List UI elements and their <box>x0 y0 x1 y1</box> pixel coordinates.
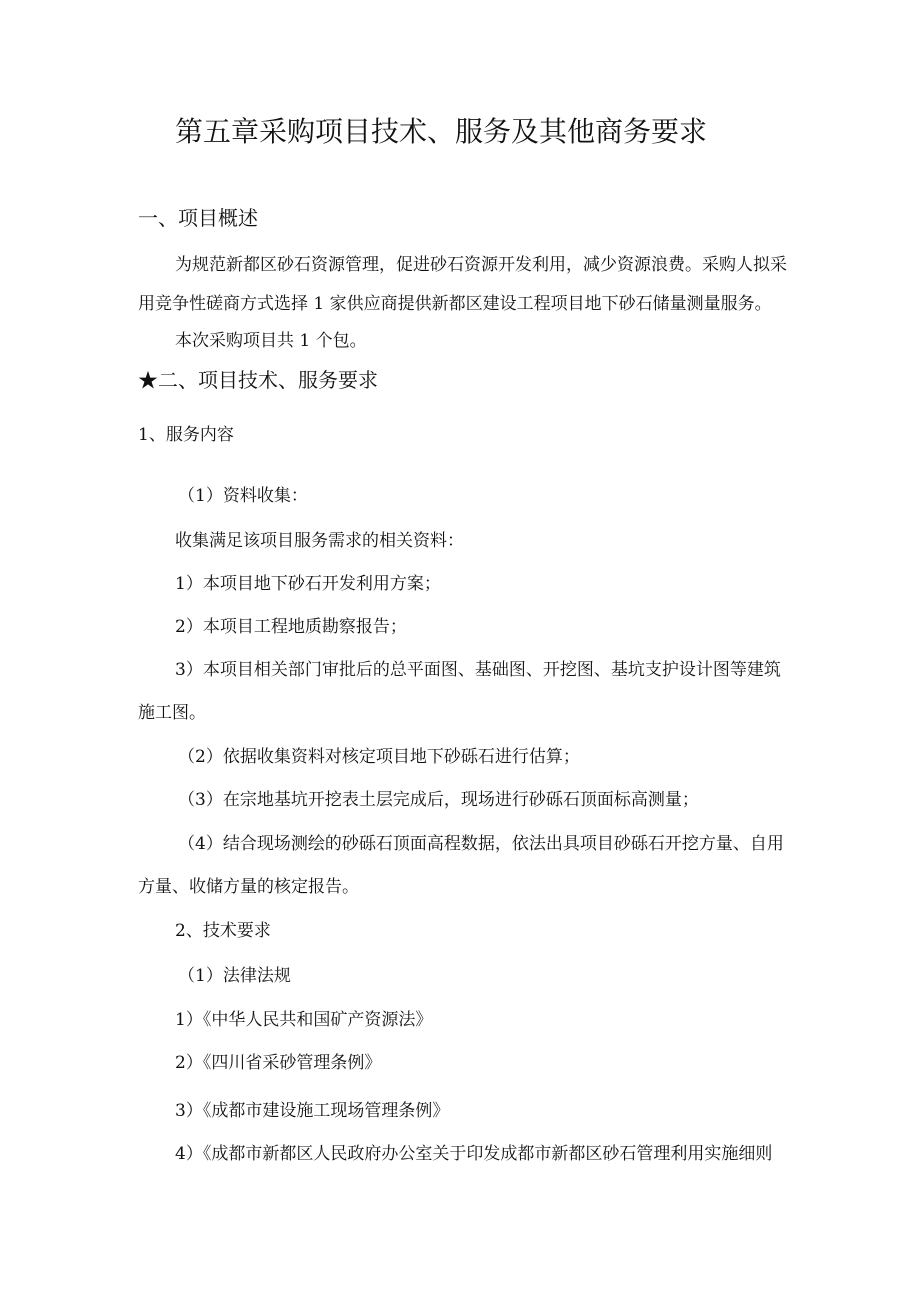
law-item-1: 1）《中华人民共和国矿产资源法》 <box>175 1010 433 1030</box>
section-heading-overview: 一、项目概述 <box>138 206 258 230</box>
law-item-2: 2）《四川省采砂管理条例》 <box>175 1053 382 1073</box>
overview-paragraph-line-1: 为规范新都区砂石资源管理，促进砂石资源开发利用，减少资源浪费。采购人拟采 <box>175 255 787 275</box>
section-heading-tech-service: ★二、项目技术、服务要求 <box>138 368 378 392</box>
overview-package-count: 本次采购项目共 1 个包。 <box>175 331 367 351</box>
law-item-3: 3）《成都市建设施工现场管理条例》 <box>175 1101 450 1121</box>
item-data-collection-a: 1）本项目地下砂石开发利用方案； <box>175 574 441 594</box>
item-report-line-2: 方量、收储方量的核定报告。 <box>138 877 359 897</box>
laws-heading: （1）法律法规 <box>178 966 291 986</box>
subheading-service-content: 1、服务内容 <box>138 425 234 445</box>
item-elevation-measurement: （3）在宗地基坑开挖表土层完成后，现场进行砂砾石顶面标高测量； <box>178 790 699 810</box>
item-data-collection-c-line-2: 施工图。 <box>138 703 206 723</box>
page-title: 第五章采购项目技术、服务及其他商务要求 <box>175 115 708 148</box>
item-data-collection-desc: 收集满足该项目服务需求的相关资料： <box>175 531 464 551</box>
subheading-tech-requirements: 2、技术要求 <box>175 921 271 941</box>
overview-paragraph-line-2: 用竞争性磋商方式选择 1 家供应商提供新都区建设工程项目地下砂石储量测量服务。 <box>138 294 772 314</box>
item-report-line-1: （4）结合现场测绘的砂砾石顶面高程数据，依法出具项目砂砾石开挖方量、自用 <box>178 834 784 854</box>
item-data-collection: （1）资料收集： <box>178 486 308 506</box>
item-data-collection-c-line-1: 3）本项目相关部门审批后的总平面图、基础图、开挖图、基坑支护设计图等建筑 <box>175 660 781 680</box>
item-estimation: （2）依据收集资料对核定项目地下砂砾石进行估算； <box>178 747 580 767</box>
item-data-collection-b: 2）本项目工程地质勘察报告； <box>175 617 407 637</box>
law-item-4: 4）《成都市新都区人民政府办公室关于印发成都市新都区砂石管理利用实施细则 <box>175 1144 773 1164</box>
